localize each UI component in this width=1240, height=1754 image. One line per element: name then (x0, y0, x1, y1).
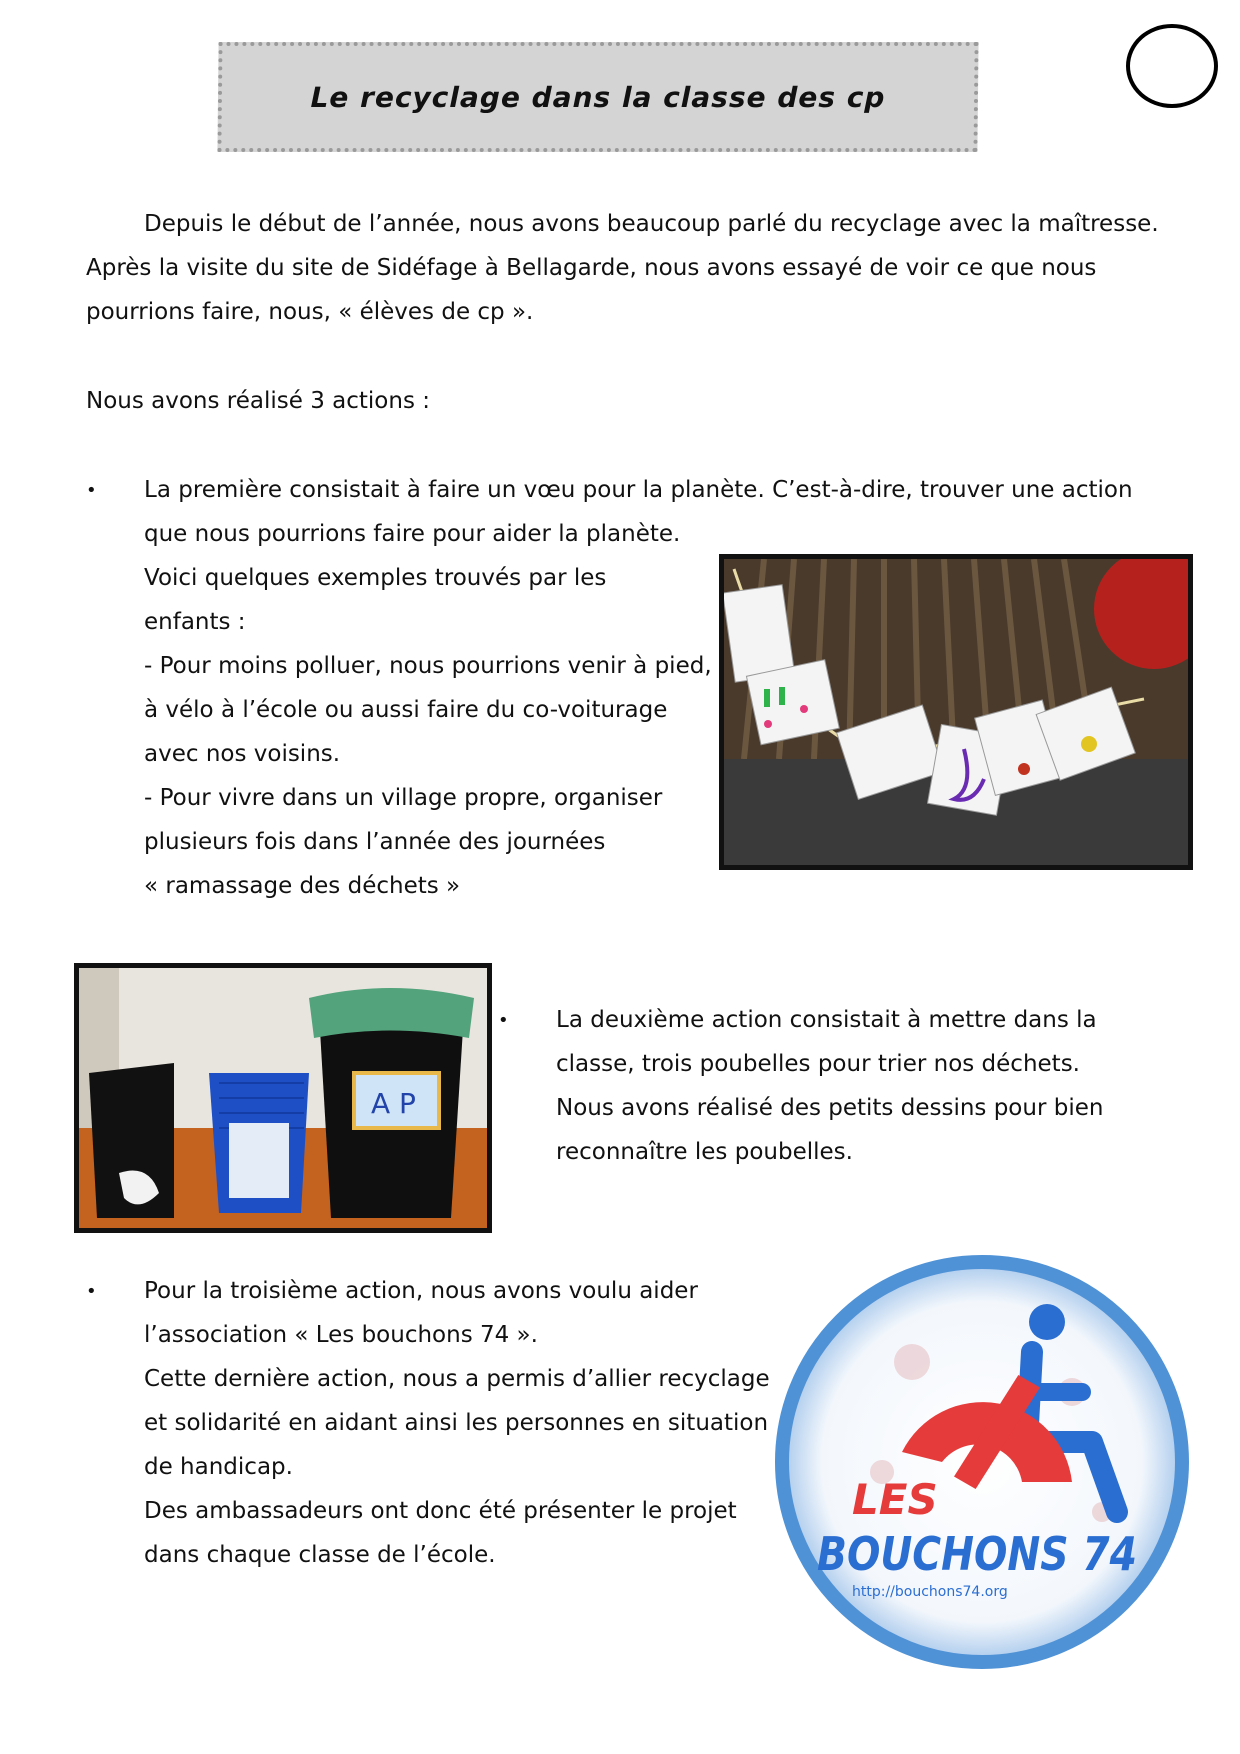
action2-line: Nous avons réalisé des petits dessins pour bien (556, 1095, 1104, 1121)
action3-line: dans chaque classe de l’école. (144, 1542, 496, 1568)
action1-line: à vélo à l’école ou aussi faire du co-voiturage (144, 697, 668, 723)
action3-line: Pour la troisième action, nous avons voulu aider (144, 1278, 698, 1304)
action1-line: La première consistait à faire un vœu pour la planète. C’est-à-dire, trouver une action (144, 477, 1133, 503)
action1-line: Voici quelques exemples trouvés par les (144, 565, 607, 591)
page-title: Le recyclage dans la classe des cp (310, 80, 886, 114)
corner-circle-icon (1126, 24, 1218, 108)
bin-label-text: A P (371, 1087, 416, 1120)
action3-line: Cette dernière action, nous a permis d’allier recyclage (144, 1366, 770, 1392)
action1-line: avec nos voisins. (144, 741, 341, 767)
intro-line-3: pourrions faire, nous, « élèves de cp ». (86, 299, 534, 325)
action1-line: « ramassage des déchets » (144, 873, 461, 899)
action3-line: et solidarité en aidant ainsi les personnes en situation (144, 1410, 769, 1436)
logo-url: http://bouchons74.org (852, 1584, 1008, 1600)
action1-line: que nous pourrions faire pour aider la planète. (144, 521, 681, 547)
logo-bouchons: BOUCHONS 74 (817, 1527, 1137, 1581)
bullet-2: • (498, 1010, 509, 1031)
action1-line: - Pour vivre dans un village propre, organiser (144, 785, 663, 811)
wish-cards-photo (719, 554, 1193, 870)
intro-line-1: Depuis le début de l’année, nous avons beaucoup parlé du recyclage avec la maîtresse. (144, 211, 1159, 237)
action2-line: classe, trois poubelles pour trier nos déchets. (556, 1051, 1080, 1077)
action1-line: - Pour moins polluer, nous pourrions venir à pied, (144, 653, 712, 679)
action1-line: enfants : (144, 609, 246, 635)
action2-line: La deuxième action consistait à mettre dans la (556, 1007, 1097, 1033)
action2-line: reconnaître les poubelles. (556, 1139, 853, 1165)
trash-bins-photo (74, 963, 492, 1233)
intro-line-2: Après la visite du site de Sidéfage à Bellagarde, nous avons essayé de voir ce que nous (86, 255, 1097, 281)
action3-line: Des ambassadeurs ont donc été présenter le projet (144, 1498, 737, 1524)
actions-intro: Nous avons réalisé 3 actions : (86, 388, 431, 414)
action1-line: plusieurs fois dans l’année des journées (144, 829, 606, 855)
action3-line: de handicap. (144, 1454, 293, 1480)
bullet-1: • (86, 480, 97, 501)
action3-line: l’association « Les bouchons 74 ». (144, 1322, 538, 1348)
logo-les: LES (852, 1475, 938, 1524)
bouchons74-logo (772, 1252, 1192, 1672)
title-banner (217, 42, 978, 152)
bullet-3: • (86, 1281, 97, 1302)
